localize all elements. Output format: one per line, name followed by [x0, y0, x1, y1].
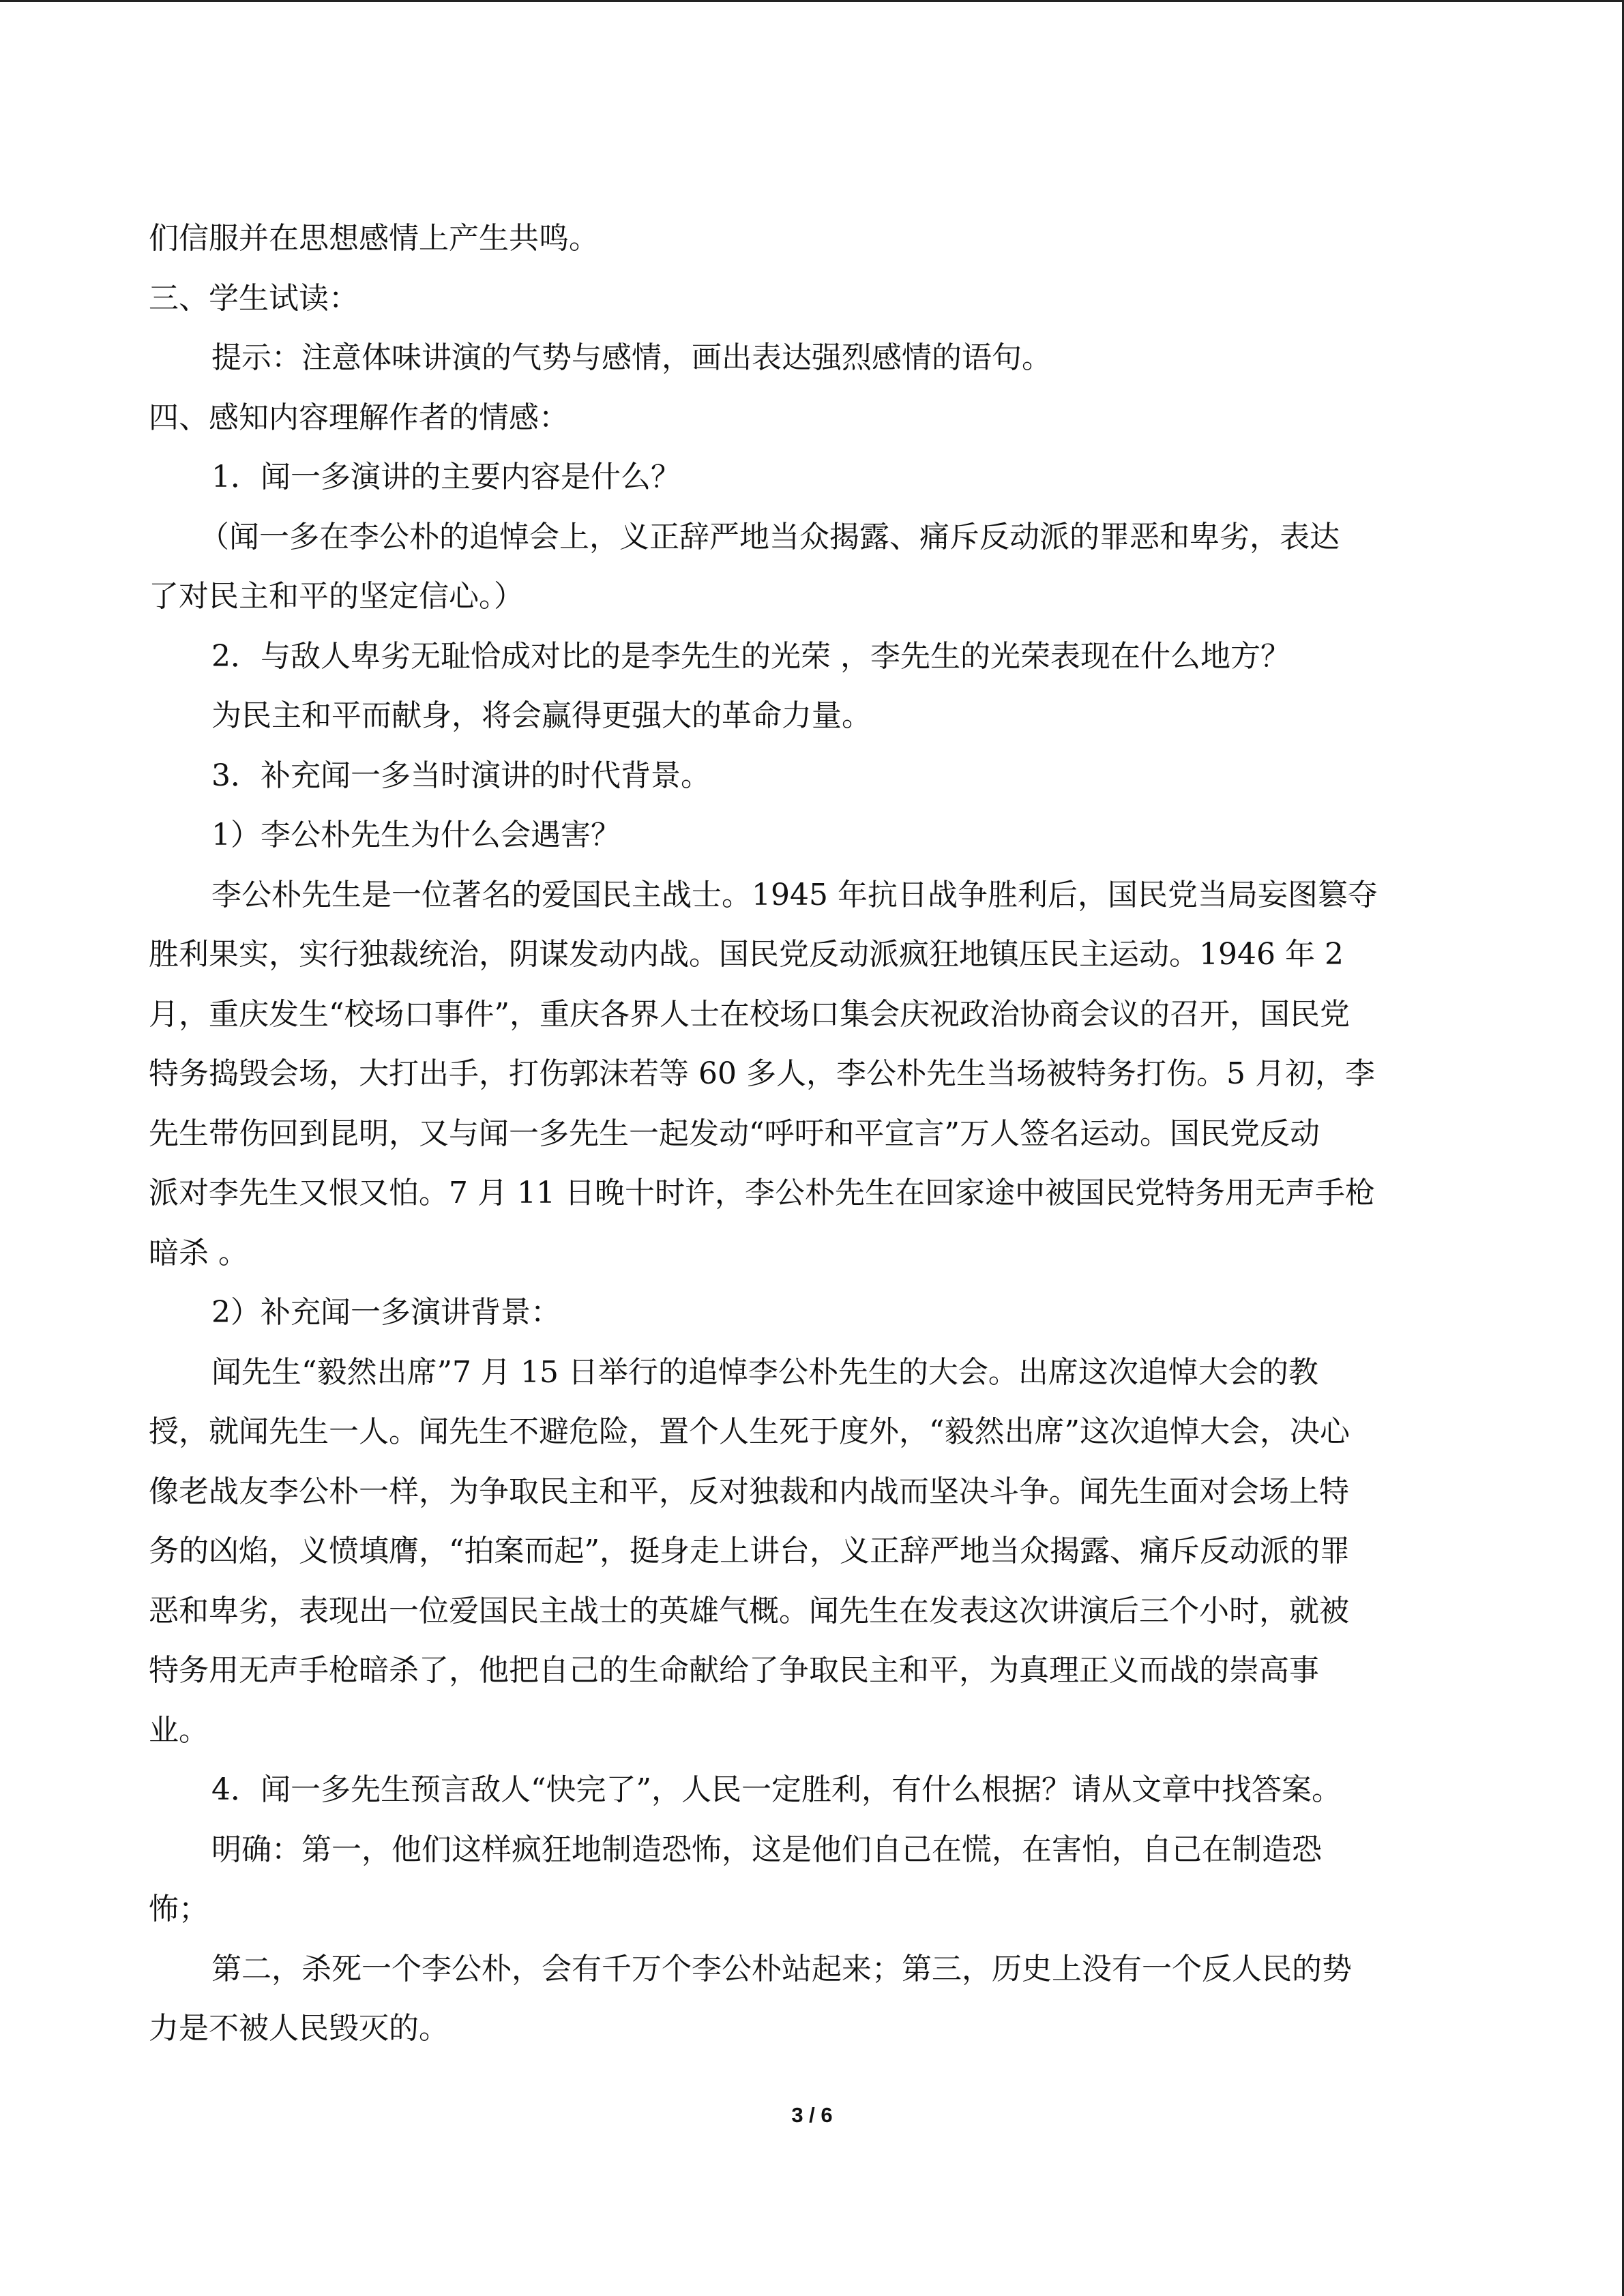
paragraph-line: 暗杀 。	[149, 1235, 248, 1270]
page-top-border	[0, 0, 1624, 2]
paragraph-line: 月，重庆发生“校场口事件”，重庆各界人士在校场口集会庆祝政治协商会议的召开，国民党	[149, 996, 1350, 1032]
paragraph-line: 为民主和平而献身，将会赢得更强大的革命力量。	[211, 698, 872, 733]
paragraph-line: 胜利果实，实行独裁统治，阴谋发动内战。国民党反动派疯狂地镇压民主运动。1946 年 2	[149, 937, 1344, 972]
paragraph-line: 业。	[149, 1712, 209, 1748]
paragraph-line: 力是不被人民毁灭的。	[149, 2011, 449, 2046]
paragraph-line: 派对李先生又恨又怕。7 月 11 日晚十时许，李公朴先生在回家途中被国民党特务用无声手枪	[149, 1176, 1375, 1210]
section-heading: 三、学生试读：	[149, 280, 359, 316]
answer-line: 明确：第一，他们这样疯狂地制造恐怖，这是他们自己在慌，在害怕，自己在制造恐	[211, 1832, 1322, 1867]
question-line: 1．闻一多演讲的主要内容是什么？	[211, 460, 681, 494]
sub-question-line: 2）补充闻一多演讲背景：	[211, 1295, 561, 1330]
paragraph-line: 授，就闻先生一人。闻先生不避危险，置个人生死于度外，“毅然出席”这次追悼大会，决心	[149, 1414, 1350, 1449]
paragraph-line: 特务用无声手枪暗杀了，他把自己的生命献给了争取民主和平，为真理正义而战的崇高事	[149, 1653, 1319, 1688]
paragraph-line: 闻先生“毅然出席”7 月 15 日举行的追悼李公朴先生的大会。出席这次追悼大会的教	[211, 1354, 1318, 1390]
paragraph-line: （闻一多在李公朴的追悼会上，义正辞严地当众揭露、痛斥反动派的罪恶和卑劣，表达	[199, 519, 1340, 554]
paragraph-line: 务的凶焰，义愤填膺，“拍案而起”，挺身走上讲台，义正辞严地当众揭露、痛斥反动派的罪	[149, 1534, 1350, 1568]
document-body	[149, 209, 1479, 2059]
page-number: 3 / 6	[791, 2103, 833, 2127]
paragraph-line: 恶和卑劣，表现出一位爱国民主战士的英雄气概。闻先生在发表这次讲演后三个小时，就被	[149, 1593, 1349, 1628]
question-line: 4．闻一多先生预言敌人“快完了”，人民一定胜利，有什么根据？请从文章中找答案。	[211, 1772, 1342, 1807]
section-heading: 四、感知内容理解作者的情感：	[149, 400, 569, 435]
paragraph-line: 先生带伤回到昆明，又与闻一多先生一起发动“呼吁和平宣言”万人签名运动。国民党反动	[149, 1116, 1320, 1151]
answer-line: 第二，杀死一个李公朴，会有千万个李公朴站起来；第三，历史上没有一个反人民的势	[211, 1951, 1352, 1986]
paragraph-line: 李公朴先生是一位著名的爱国民主战士。1945 年抗日战争胜利后，国民党当局妄图篡夺	[211, 877, 1378, 912]
paragraph-line: 们信服并在思想感情上产生共鸣。	[149, 221, 599, 256]
paragraph-line: 特务捣毁会场，大打出手，打伤郭沫若等 60 多人，李公朴先生当场被特务打伤。5 月初，李	[149, 1056, 1375, 1091]
question-line: 3．补充闻一多当时演讲的时代背景。	[211, 758, 711, 793]
paragraph-line: 了对民主和平的坚定信心。）	[149, 579, 524, 614]
question-line: 2．与敌人卑劣无耻恰成对比的是李先生的光荣 ，李先生的光荣表现在什么地方？	[211, 638, 1290, 674]
paragraph-line: 怖；	[149, 1892, 209, 1926]
paragraph-line: 提示：注意体味讲演的气势与感情，画出表达强烈感情的语句。	[211, 340, 1052, 375]
sub-question-line: 1）李公朴先生为什么会遇害？	[211, 818, 621, 852]
paragraph-line: 像老战友李公朴一样，为争取民主和平，反对独裁和内战而坚决斗争。闻先生面对会场上特	[149, 1474, 1349, 1509]
